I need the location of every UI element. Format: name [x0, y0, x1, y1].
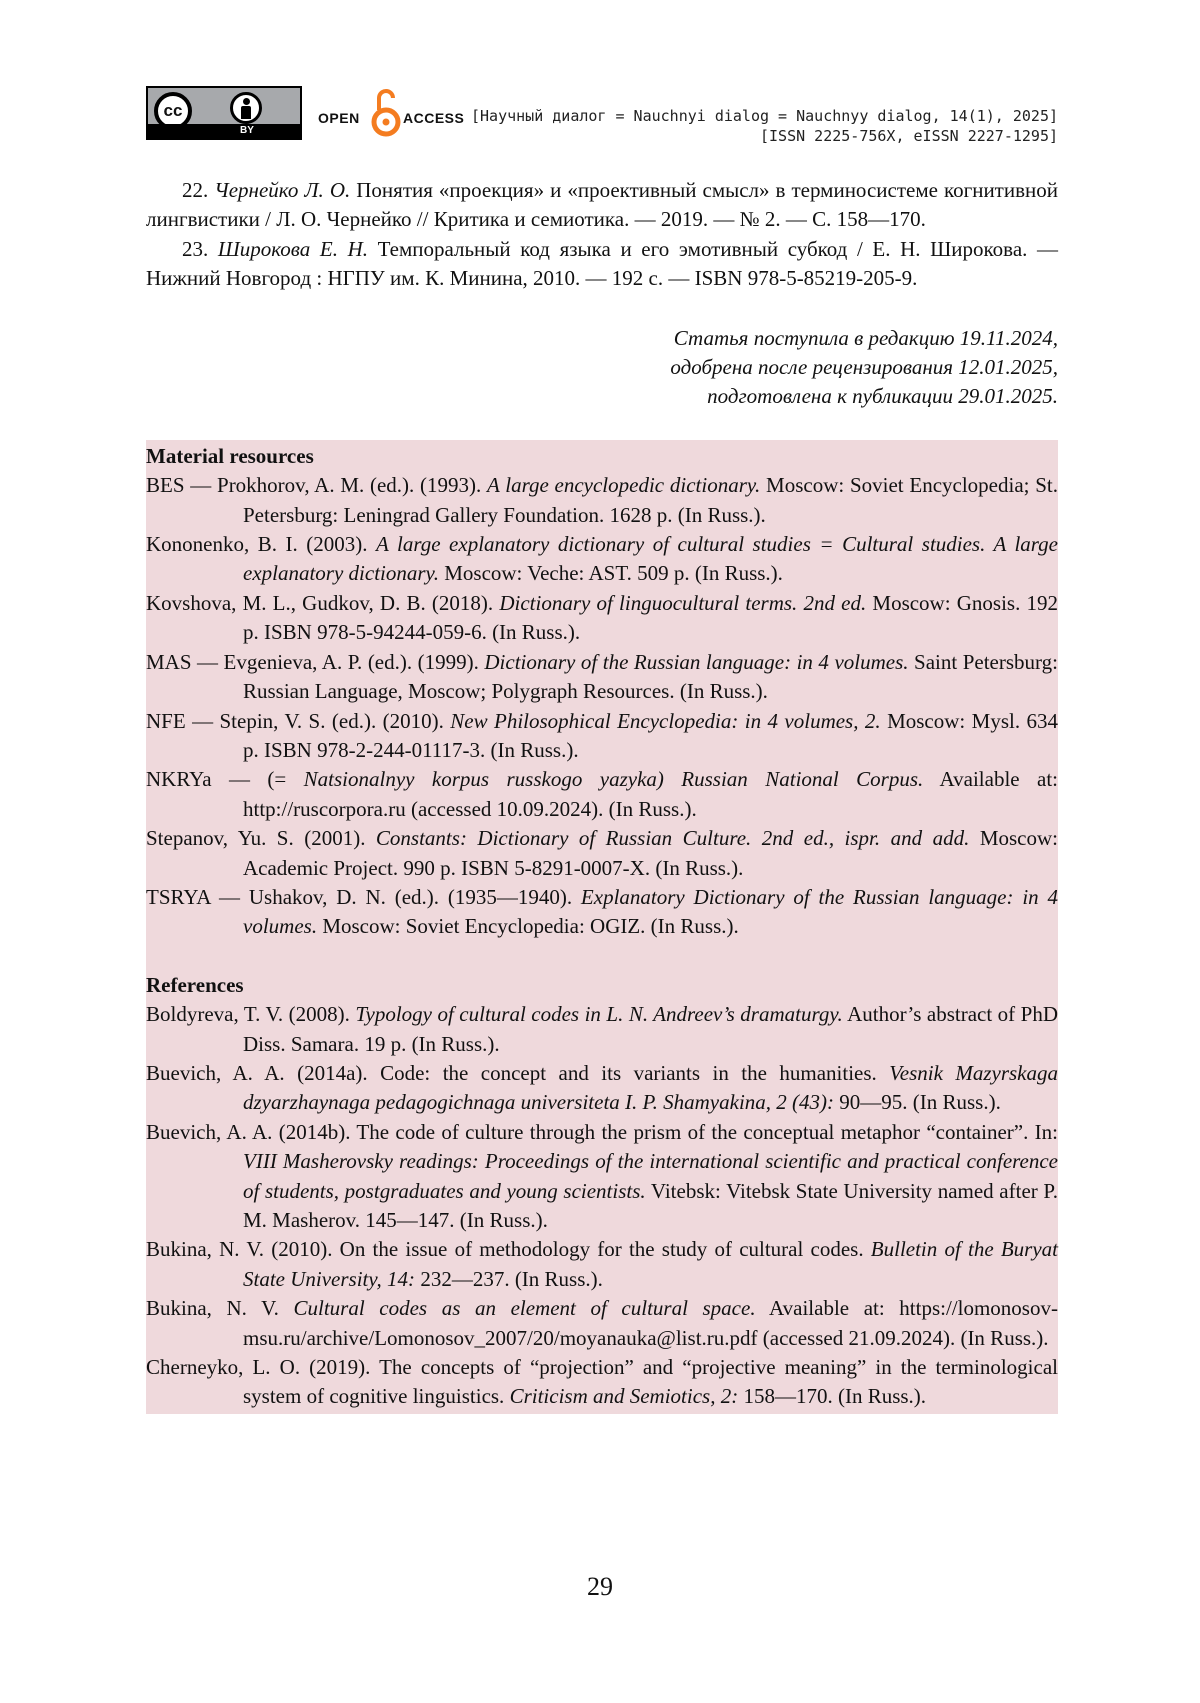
bibliography-entry: Stepanov, Yu. S. (2001). Constants: Dictionary of Russian Culture. 2nd ed., ispr. and add. Moscow: Academic Project. 990 p. ISBN 5-8291-0007-X. (In Russ.).: [146, 824, 1058, 883]
date-received: Статья поступила в редакцию 19.11.2024,: [146, 324, 1058, 353]
bibliography-entry: Bukina, N. V. Cultural codes as an element of cultural space. Available at: https://lomonosov-msu.ru/archive/Lomonosov_2007/20/moyanauka@list.ru.pdf (accessed 21.09.2024). (In Russ.).: [146, 1294, 1058, 1353]
page-content: [146, 176, 1058, 1414]
access-label: ACCESS: [403, 110, 464, 126]
bibliography-entry: BES — Prokhorov, A. M. (ed.). (1993). A large encyclopedic dictionary. Moscow: Soviet Encyclopedia; St. Petersburg: Leningrad Gallery Foundation. 1628 p. (In Russ.).: [146, 471, 1058, 530]
date-prepared: подготовлена к публикации 29.01.2025.: [146, 382, 1058, 411]
bibliography-entry: Kovshova, M. L., Gudkov, D. B. (2018). Dictionary of linguocultural terms. 2nd ed. Moscow: Gnosis. 192 p. ISBN 978-5-94244-059-6. (In Russ.).: [146, 589, 1058, 648]
page-number: 29: [0, 1572, 1200, 1602]
reference-item: 23. Широкова Е. Н. Темпоральный код языка и его эмотивный субкод / Е. Н. Широкова. — Нижний Новгород : НГПУ им. К. Минина, 2010. — 192 с. — ISBN 978-5-85219-205-9.: [146, 235, 1058, 294]
bibliography-entry: Buevich, A. A. (2014b). The code of culture through the prism of the conceptual metaphor “container”. In: VIII Masherovsky readings: Proceedings of the international scientific and practical conference of students, postgraduates and young scientists. Vitebsk: Vitebsk State University named after P. M. Masherov. 145—147. (In Russ.).: [146, 1118, 1058, 1236]
cc-icon: cc: [154, 92, 192, 130]
bibliography-entry: Bukina, N. V. (2010). On the issue of methodology for the study of cultural codes. Bulletin of the Buryat State University, 14: 232—237. (In Russ.).: [146, 1235, 1058, 1294]
bibliography-entry: Boldyreva, T. V. (2008). Typology of cultural codes in L. N. Andreev’s dramaturgy. Author’s abstract of PhD Diss. Samara. 19 p. (In Russ.).: [146, 1000, 1058, 1059]
bibliography-entry: TSRYA — Ushakov, D. N. (ed.). (1935—1940). Explanatory Dictionary of the Russian language: in 4 volumes. Moscow: Soviet Encyclopedia: OGIZ. (In Russ.).: [146, 883, 1058, 942]
journal-issn: [ISSN 2225-756X, eISSN 2227-1295]: [471, 126, 1058, 146]
bibliography-entry: NKRYa — (= Natsionalnyy korpus russkogo yazyka) Russian National Corpus. Available at: http://ruscorpora.ru (accessed 10.09.2024). (In Russ.).: [146, 765, 1058, 824]
attribution-icon: [230, 92, 262, 124]
by-label: BY: [240, 124, 254, 138]
cc-by-license-badge: [146, 86, 302, 140]
article-dates: [146, 324, 1058, 412]
bibliography-entry: Buevich, A. A. (2014a). Code: the concept and its variants in the humanities. Vesnik Mazyrskaga dzyarzhaynaga pedagogichnaga universiteta I. P. Shamyakina, 2 (43): 90—95. (In Russ.).: [146, 1059, 1058, 1118]
bibliography-entry: NFE — Stepin, V. S. (ed.). (2010). New Philosophical Encyclopedia: in 4 volumes, 2. Moscow: Mysl. 634 p. ISBN 978-2-244-01117-3. (In Russ.).: [146, 707, 1058, 766]
open-label: OPEN: [318, 110, 360, 126]
bibliography-entry: Kononenko, B. I. (2003). A large explanatory dictionary of cultural studies = Cultural studies. A large explanatory dictionary. Moscow: Veche: AST. 509 p. (In Russ.).: [146, 530, 1058, 589]
bibliography-entry: Cherneyko, L. O. (2019). The concepts of “projection” and “projective meaning” in the terminological system of cognitive linguistics. Criticism and Semiotics, 2: 158—170. (In Russ.).: [146, 1353, 1058, 1412]
open-access-lock-icon: [370, 86, 402, 140]
bibliography-entry: MAS — Evgenieva, A. P. (ed.). (1999). Dictionary of the Russian language: in 4 volumes. Saint Petersburg: Russian Language, Moscow; Polygraph Resources. (In Russ.).: [146, 648, 1058, 707]
references-list: [146, 1000, 1058, 1412]
journal-citation: [Научный диалог = Nauchnyi dialog = Nauchnyy dialog, 14(1), 2025]: [471, 106, 1058, 126]
references-heading: References: [146, 971, 1058, 1000]
page-header: [146, 82, 1058, 142]
journal-info: [471, 106, 1058, 146]
material-resources-heading: Material resources: [146, 442, 1058, 471]
material-resources-list: [146, 471, 1058, 942]
english-references-block: [146, 440, 1058, 1414]
reference-item: 22. Чернейко Л. О. Понятия «проекция» и «проективный смысл» в терминосистеме когнитивной лингвистики / Л. О. Чернейко // Критика и семиотика. — 2019. — № 2. — С. 158—170.: [146, 176, 1058, 235]
date-approved: одобрена после рецензирования 12.01.2025,: [146, 353, 1058, 382]
russian-references: [146, 176, 1058, 294]
